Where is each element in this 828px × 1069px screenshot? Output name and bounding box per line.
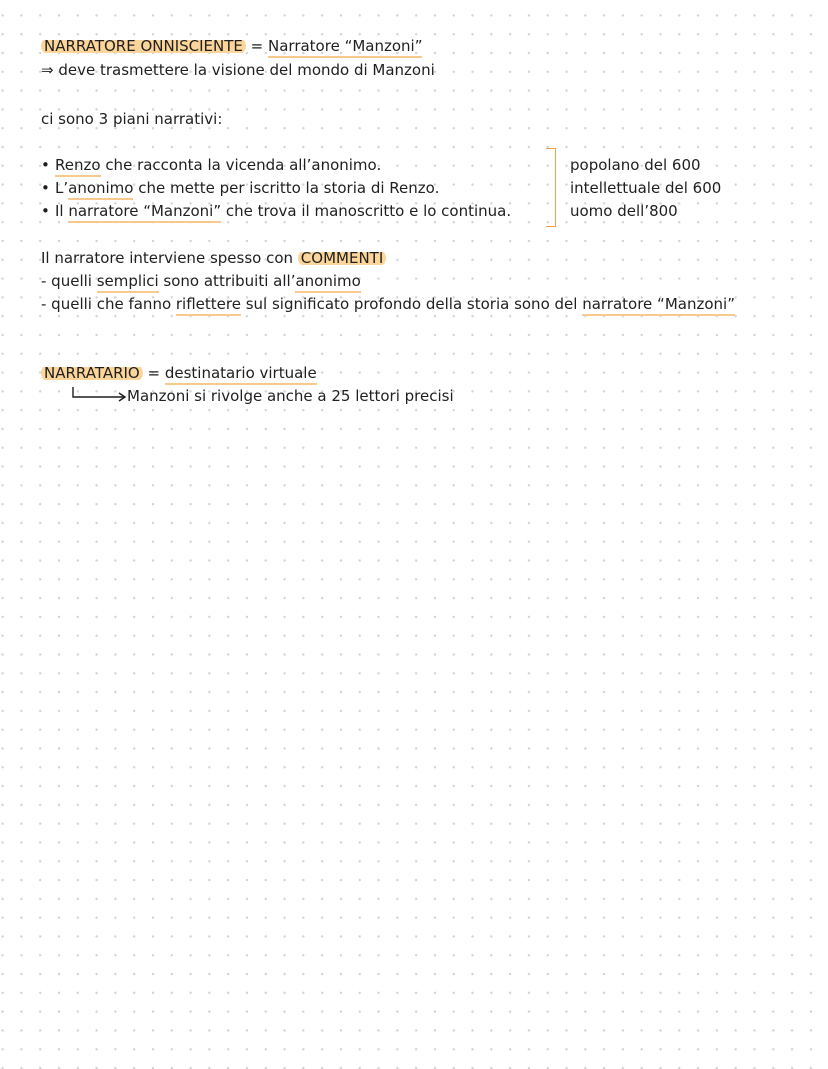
narratore-manzoni-definition: Narratore “Manzoni”	[268, 37, 422, 58]
bullet-lead: Renzo	[55, 156, 101, 177]
commenti-semplici-line	[41, 271, 361, 291]
semplici-word: semplici	[97, 272, 159, 293]
narratario-term: NARRATARIO	[41, 364, 143, 382]
narratore-manzoni-word: narratore “Manzoni”	[582, 295, 735, 316]
bullet-text: che mette per iscritto la storia di Renzo.	[133, 179, 440, 197]
bullet-narratore	[41, 201, 511, 221]
equals-sign: =	[142, 364, 165, 382]
bullet-prefix: L’	[55, 179, 69, 197]
commenti-intro	[41, 248, 386, 268]
grouping-bracket	[546, 148, 556, 227]
anonimo-word: anonimo	[295, 272, 360, 293]
narratore-onnisciente-heading	[41, 36, 422, 56]
equals-sign: =	[245, 37, 268, 55]
narratore-onnisciente-term: NARRATORE ONNISCIENTE	[41, 37, 246, 55]
bullet-text: che trova il manoscritto e lo continua.	[221, 202, 512, 220]
commenti-intro-text: Il narratore interviene spesso con	[41, 249, 294, 267]
piani-narrativi-intro: ci sono 3 piani narrativi:	[41, 110, 223, 128]
commenti-riflettere-line	[41, 294, 735, 314]
bullet-text: che racconta la vicenda all’anonimo.	[100, 156, 382, 174]
commenti-term: COMMENTI	[298, 249, 386, 267]
bullet-marker: •	[41, 202, 50, 220]
bullet-renzo	[41, 155, 381, 175]
riflettere-word: riflettere	[176, 295, 241, 316]
bullet-lead: anonimo	[68, 179, 133, 200]
text-segment: - quelli che fanno	[41, 295, 176, 313]
role-intellettuale: intellettuale del 600	[570, 179, 722, 197]
narratario-heading	[41, 363, 317, 383]
role-popolano: popolano del 600	[570, 156, 701, 174]
text-segment: - quelli	[41, 272, 97, 290]
text-segment: sul significato profondo della storia sono del	[240, 295, 583, 313]
bullet-marker: •	[41, 179, 50, 197]
corner-arrow-icon	[70, 386, 130, 406]
implies-line: ⇒ deve trasmettere la visione del mondo di Manzoni	[41, 61, 435, 79]
text-segment: sono attribuiti all’	[158, 272, 296, 290]
bullet-marker: •	[41, 156, 50, 174]
narratario-note: Manzoni si rivolge anche a 25 lettori precisi	[127, 387, 454, 405]
bullet-anonimo	[41, 178, 439, 198]
bullet-lead: narratore “Manzoni”	[68, 202, 221, 223]
role-uomo-800: uomo dell’800	[570, 202, 678, 220]
narratario-definition: destinatario virtuale	[165, 364, 317, 385]
bullet-prefix: Il	[55, 202, 69, 220]
